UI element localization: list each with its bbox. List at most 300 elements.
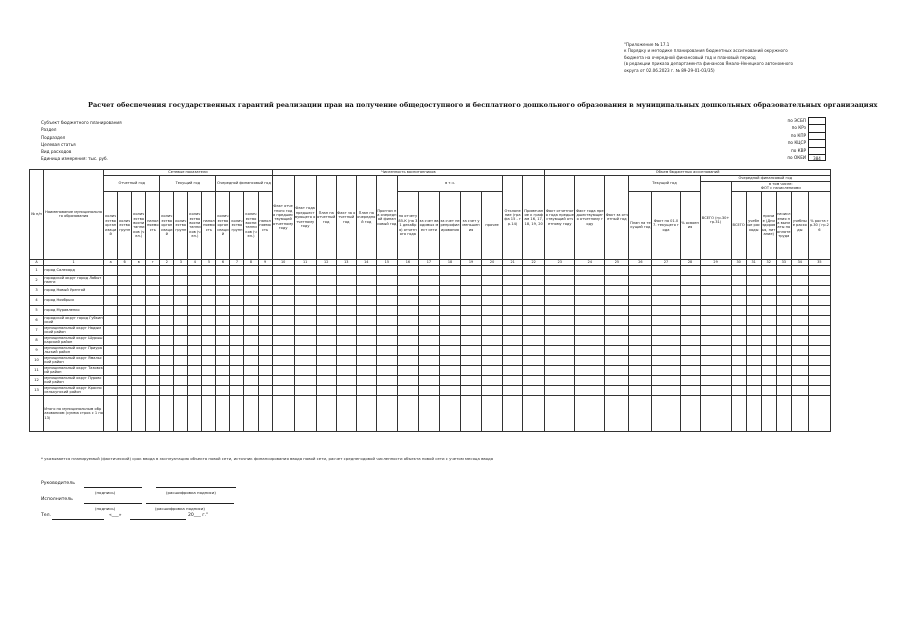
data-cell[interactable]: [629, 295, 652, 305]
data-cell[interactable]: [294, 375, 316, 385]
data-cell[interactable]: [104, 345, 118, 355]
data-cell[interactable]: [132, 385, 146, 395]
data-cell[interactable]: [791, 345, 808, 355]
total-cell[interactable]: [376, 395, 397, 431]
data-cell[interactable]: [439, 305, 460, 315]
data-cell[interactable]: [761, 325, 776, 335]
data-cell[interactable]: [482, 385, 503, 395]
total-cell[interactable]: [104, 395, 118, 431]
data-cell[interactable]: [397, 375, 418, 385]
data-cell[interactable]: [316, 295, 336, 305]
data-cell[interactable]: [680, 325, 700, 335]
data-cell[interactable]: [700, 375, 731, 385]
data-cell[interactable]: [439, 365, 460, 375]
data-cell[interactable]: [575, 295, 605, 305]
data-cell[interactable]: [216, 295, 230, 305]
data-cell[interactable]: [272, 315, 294, 325]
data-cell[interactable]: [418, 315, 439, 325]
data-cell[interactable]: [746, 325, 761, 335]
data-cell[interactable]: [652, 365, 680, 375]
data-cell[interactable]: [439, 385, 460, 395]
data-cell[interactable]: [680, 265, 700, 275]
data-cell[interactable]: [545, 315, 575, 325]
data-cell[interactable]: [461, 385, 482, 395]
data-cell[interactable]: [132, 285, 146, 295]
data-cell[interactable]: [418, 265, 439, 275]
data-cell[interactable]: [503, 335, 523, 345]
data-cell[interactable]: [230, 375, 244, 385]
data-cell[interactable]: [132, 295, 146, 305]
data-cell[interactable]: [188, 335, 202, 345]
data-cell[interactable]: [746, 385, 761, 395]
data-cell[interactable]: [316, 375, 336, 385]
data-cell[interactable]: [746, 265, 761, 275]
data-cell[interactable]: [258, 355, 272, 365]
data-cell[interactable]: [294, 335, 316, 345]
data-cell[interactable]: [160, 325, 174, 335]
data-cell[interactable]: [202, 325, 216, 335]
data-cell[interactable]: [482, 375, 503, 385]
data-cell[interactable]: [575, 345, 605, 355]
data-cell[interactable]: [808, 285, 830, 295]
data-cell[interactable]: [294, 355, 316, 365]
data-cell[interactable]: [629, 375, 652, 385]
data-cell[interactable]: [482, 315, 503, 325]
data-cell[interactable]: [376, 335, 397, 345]
data-cell[interactable]: [272, 355, 294, 365]
data-cell[interactable]: [258, 335, 272, 345]
data-cell[interactable]: [605, 365, 629, 375]
data-cell[interactable]: [216, 355, 230, 365]
data-cell[interactable]: [188, 295, 202, 305]
data-cell[interactable]: [439, 265, 460, 275]
data-cell[interactable]: [356, 335, 376, 345]
tel-line[interactable]: [52, 519, 104, 520]
data-cell[interactable]: [791, 305, 808, 315]
data-cell[interactable]: [761, 345, 776, 355]
data-cell[interactable]: [230, 275, 244, 285]
data-cell[interactable]: [216, 375, 230, 385]
data-cell[interactable]: [482, 365, 503, 375]
data-cell[interactable]: [545, 345, 575, 355]
data-cell[interactable]: [652, 345, 680, 355]
data-cell[interactable]: [244, 275, 258, 285]
data-cell[interactable]: [316, 285, 336, 295]
data-cell[interactable]: [605, 345, 629, 355]
data-cell[interactable]: [776, 385, 791, 395]
data-cell[interactable]: [104, 275, 118, 285]
data-cell[interactable]: [230, 365, 244, 375]
data-cell[interactable]: [160, 375, 174, 385]
data-cell[interactable]: [272, 325, 294, 335]
data-cell[interactable]: [272, 375, 294, 385]
data-cell[interactable]: [160, 335, 174, 345]
total-cell[interactable]: [160, 395, 174, 431]
data-cell[interactable]: [776, 305, 791, 315]
data-cell[interactable]: [418, 325, 439, 335]
data-cell[interactable]: [731, 315, 746, 325]
data-cell[interactable]: [202, 345, 216, 355]
total-cell[interactable]: [761, 395, 776, 431]
data-cell[interactable]: [503, 265, 523, 275]
data-cell[interactable]: [118, 375, 132, 385]
data-cell[interactable]: [336, 275, 356, 285]
data-cell[interactable]: [356, 375, 376, 385]
data-cell[interactable]: [146, 335, 160, 345]
data-cell[interactable]: [791, 285, 808, 295]
data-cell[interactable]: [132, 355, 146, 365]
data-cell[interactable]: [294, 265, 316, 275]
data-cell[interactable]: [258, 295, 272, 305]
data-cell[interactable]: [791, 315, 808, 325]
data-cell[interactable]: [356, 295, 376, 305]
total-cell[interactable]: [503, 395, 523, 431]
data-cell[interactable]: [482, 325, 503, 335]
data-cell[interactable]: [461, 325, 482, 335]
data-cell[interactable]: [439, 335, 460, 345]
data-cell[interactable]: [104, 325, 118, 335]
data-cell[interactable]: [523, 315, 545, 325]
data-cell[interactable]: [202, 365, 216, 375]
data-cell[interactable]: [174, 365, 188, 375]
data-cell[interactable]: [188, 265, 202, 275]
data-cell[interactable]: [746, 365, 761, 375]
data-cell[interactable]: [174, 315, 188, 325]
data-cell[interactable]: [316, 355, 336, 365]
data-cell[interactable]: [418, 365, 439, 375]
data-cell[interactable]: [174, 305, 188, 315]
data-cell[interactable]: [461, 345, 482, 355]
data-cell[interactable]: [503, 275, 523, 285]
data-cell[interactable]: [216, 315, 230, 325]
data-cell[interactable]: [272, 295, 294, 305]
data-cell[interactable]: [104, 335, 118, 345]
data-cell[interactable]: [575, 275, 605, 285]
data-cell[interactable]: [575, 375, 605, 385]
data-cell[interactable]: [272, 305, 294, 315]
data-cell[interactable]: [118, 315, 132, 325]
data-cell[interactable]: [397, 275, 418, 285]
data-cell[interactable]: [418, 335, 439, 345]
data-cell[interactable]: [336, 345, 356, 355]
data-cell[interactable]: [439, 285, 460, 295]
data-cell[interactable]: [731, 285, 746, 295]
data-cell[interactable]: [731, 275, 746, 285]
data-cell[interactable]: [461, 365, 482, 375]
total-cell[interactable]: [244, 395, 258, 431]
data-cell[interactable]: [272, 265, 294, 275]
data-cell[interactable]: [791, 295, 808, 305]
code-box[interactable]: [808, 117, 826, 124]
data-cell[interactable]: [545, 305, 575, 315]
data-cell[interactable]: [397, 295, 418, 305]
total-cell[interactable]: [272, 395, 294, 431]
data-cell[interactable]: [376, 345, 397, 355]
total-cell[interactable]: [397, 395, 418, 431]
data-cell[interactable]: [118, 285, 132, 295]
data-cell[interactable]: [104, 355, 118, 365]
total-cell[interactable]: [294, 395, 316, 431]
data-cell[interactable]: [160, 315, 174, 325]
data-cell[interactable]: [761, 275, 776, 285]
data-cell[interactable]: [188, 385, 202, 395]
data-cell[interactable]: [272, 335, 294, 345]
data-cell[interactable]: [316, 265, 336, 275]
total-cell[interactable]: [202, 395, 216, 431]
data-cell[interactable]: [503, 365, 523, 375]
data-cell[interactable]: [652, 315, 680, 325]
data-cell[interactable]: [118, 295, 132, 305]
data-cell[interactable]: [104, 315, 118, 325]
data-cell[interactable]: [575, 365, 605, 375]
data-cell[interactable]: [761, 285, 776, 295]
total-cell[interactable]: [808, 395, 830, 431]
data-cell[interactable]: [397, 385, 418, 395]
data-cell[interactable]: [244, 375, 258, 385]
data-cell[interactable]: [652, 305, 680, 315]
data-cell[interactable]: [216, 265, 230, 275]
total-cell[interactable]: [776, 395, 791, 431]
data-cell[interactable]: [482, 275, 503, 285]
data-cell[interactable]: [545, 265, 575, 275]
data-cell[interactable]: [188, 375, 202, 385]
data-cell[interactable]: [294, 275, 316, 285]
data-cell[interactable]: [545, 385, 575, 395]
data-cell[interactable]: [680, 285, 700, 295]
data-cell[interactable]: [356, 285, 376, 295]
data-cell[interactable]: [680, 275, 700, 285]
data-cell[interactable]: [160, 295, 174, 305]
data-cell[interactable]: [202, 385, 216, 395]
code-box[interactable]: [808, 132, 826, 139]
data-cell[interactable]: [118, 275, 132, 285]
data-cell[interactable]: [652, 375, 680, 385]
data-cell[interactable]: [202, 285, 216, 295]
data-cell[interactable]: [397, 265, 418, 275]
data-cell[interactable]: [258, 285, 272, 295]
data-cell[interactable]: [294, 315, 316, 325]
code-box[interactable]: [808, 139, 826, 146]
data-cell[interactable]: [397, 335, 418, 345]
total-cell[interactable]: [523, 395, 545, 431]
data-cell[interactable]: [174, 325, 188, 335]
data-cell[interactable]: [376, 275, 397, 285]
data-cell[interactable]: [418, 385, 439, 395]
data-cell[interactable]: [202, 275, 216, 285]
data-cell[interactable]: [104, 265, 118, 275]
data-cell[interactable]: [258, 315, 272, 325]
data-cell[interactable]: [216, 385, 230, 395]
data-cell[interactable]: [230, 305, 244, 315]
data-cell[interactable]: [629, 315, 652, 325]
data-cell[interactable]: [776, 275, 791, 285]
data-cell[interactable]: [439, 275, 460, 285]
data-cell[interactable]: [160, 385, 174, 395]
data-cell[interactable]: [776, 355, 791, 365]
data-cell[interactable]: [731, 355, 746, 365]
data-cell[interactable]: [629, 285, 652, 295]
data-cell[interactable]: [605, 355, 629, 365]
data-cell[interactable]: [503, 295, 523, 305]
data-cell[interactable]: [746, 275, 761, 285]
data-cell[interactable]: [146, 355, 160, 365]
data-cell[interactable]: [336, 365, 356, 375]
data-cell[interactable]: [746, 315, 761, 325]
data-cell[interactable]: [605, 285, 629, 295]
data-cell[interactable]: [188, 355, 202, 365]
data-cell[interactable]: [230, 265, 244, 275]
data-cell[interactable]: [700, 305, 731, 315]
data-cell[interactable]: [118, 335, 132, 345]
data-cell[interactable]: [174, 355, 188, 365]
data-cell[interactable]: [294, 285, 316, 295]
data-cell[interactable]: [356, 265, 376, 275]
data-cell[interactable]: [575, 305, 605, 315]
data-cell[interactable]: [336, 295, 356, 305]
data-cell[interactable]: [545, 365, 575, 375]
data-cell[interactable]: [294, 325, 316, 335]
data-cell[interactable]: [356, 305, 376, 315]
data-cell[interactable]: [731, 385, 746, 395]
data-cell[interactable]: [482, 285, 503, 295]
data-cell[interactable]: [160, 355, 174, 365]
data-cell[interactable]: [461, 375, 482, 385]
total-cell[interactable]: [336, 395, 356, 431]
data-cell[interactable]: [418, 295, 439, 305]
data-cell[interactable]: [680, 305, 700, 315]
data-cell[interactable]: [397, 355, 418, 365]
data-cell[interactable]: [336, 325, 356, 335]
data-cell[interactable]: [482, 345, 503, 355]
data-cell[interactable]: [791, 365, 808, 375]
data-cell[interactable]: [376, 305, 397, 315]
data-cell[interactable]: [461, 275, 482, 285]
data-cell[interactable]: [188, 275, 202, 285]
data-cell[interactable]: [808, 325, 830, 335]
data-cell[interactable]: [605, 295, 629, 305]
data-cell[interactable]: [188, 305, 202, 315]
total-cell[interactable]: [700, 395, 731, 431]
data-cell[interactable]: [503, 325, 523, 335]
data-cell[interactable]: [731, 295, 746, 305]
total-cell[interactable]: [258, 395, 272, 431]
data-cell[interactable]: [258, 375, 272, 385]
data-cell[interactable]: [746, 345, 761, 355]
data-cell[interactable]: [731, 335, 746, 345]
data-cell[interactable]: [216, 285, 230, 295]
code-box[interactable]: [808, 124, 826, 131]
total-cell[interactable]: [731, 395, 746, 431]
data-cell[interactable]: [160, 275, 174, 285]
data-cell[interactable]: [146, 285, 160, 295]
data-cell[interactable]: [160, 365, 174, 375]
total-cell[interactable]: [146, 395, 160, 431]
total-cell[interactable]: [545, 395, 575, 431]
data-cell[interactable]: [461, 305, 482, 315]
data-cell[interactable]: [356, 275, 376, 285]
data-cell[interactable]: [680, 315, 700, 325]
data-cell[interactable]: [439, 295, 460, 305]
data-cell[interactable]: [146, 325, 160, 335]
data-cell[interactable]: [523, 335, 545, 345]
data-cell[interactable]: [545, 325, 575, 335]
data-cell[interactable]: [104, 375, 118, 385]
data-cell[interactable]: [244, 335, 258, 345]
data-cell[interactable]: [216, 325, 230, 335]
data-cell[interactable]: [791, 265, 808, 275]
data-cell[interactable]: [700, 355, 731, 365]
data-cell[interactable]: [336, 355, 356, 365]
data-cell[interactable]: [680, 365, 700, 375]
data-cell[interactable]: [700, 325, 731, 335]
data-cell[interactable]: [376, 325, 397, 335]
exec-sign-line[interactable]: [84, 503, 142, 504]
data-cell[interactable]: [230, 335, 244, 345]
code-box[interactable]: [808, 147, 826, 154]
data-cell[interactable]: [132, 345, 146, 355]
total-cell[interactable]: [746, 395, 761, 431]
data-cell[interactable]: [523, 305, 545, 315]
data-cell[interactable]: [808, 295, 830, 305]
data-cell[interactable]: [294, 295, 316, 305]
data-cell[interactable]: [461, 265, 482, 275]
data-cell[interactable]: [258, 265, 272, 275]
data-cell[interactable]: [272, 285, 294, 295]
data-cell[interactable]: [776, 345, 791, 355]
data-cell[interactable]: [700, 285, 731, 295]
data-cell[interactable]: [523, 285, 545, 295]
data-cell[interactable]: [629, 305, 652, 315]
data-cell[interactable]: [230, 295, 244, 305]
data-cell[interactable]: [216, 275, 230, 285]
data-cell[interactable]: [316, 275, 336, 285]
data-cell[interactable]: [523, 375, 545, 385]
data-cell[interactable]: [808, 305, 830, 315]
data-cell[interactable]: [731, 365, 746, 375]
data-cell[interactable]: [461, 355, 482, 365]
data-cell[interactable]: [523, 275, 545, 285]
data-cell[interactable]: [575, 315, 605, 325]
data-cell[interactable]: [605, 315, 629, 325]
data-cell[interactable]: [376, 295, 397, 305]
data-cell[interactable]: [746, 295, 761, 305]
data-cell[interactable]: [397, 285, 418, 295]
data-cell[interactable]: [731, 375, 746, 385]
data-cell[interactable]: [808, 355, 830, 365]
data-cell[interactable]: [461, 295, 482, 305]
data-cell[interactable]: [761, 365, 776, 375]
data-cell[interactable]: [258, 275, 272, 285]
data-cell[interactable]: [202, 375, 216, 385]
data-cell[interactable]: [118, 305, 132, 315]
data-cell[interactable]: [652, 385, 680, 395]
data-cell[interactable]: [503, 385, 523, 395]
data-cell[interactable]: [132, 275, 146, 285]
data-cell[interactable]: [216, 305, 230, 315]
data-cell[interactable]: [808, 275, 830, 285]
data-cell[interactable]: [397, 345, 418, 355]
data-cell[interactable]: [418, 285, 439, 295]
data-cell[interactable]: [575, 265, 605, 275]
data-cell[interactable]: [272, 365, 294, 375]
data-cell[interactable]: [316, 385, 336, 395]
data-cell[interactable]: [761, 355, 776, 365]
data-cell[interactable]: [652, 295, 680, 305]
data-cell[interactable]: [258, 365, 272, 375]
data-cell[interactable]: [731, 325, 746, 335]
data-cell[interactable]: [761, 375, 776, 385]
data-cell[interactable]: [244, 285, 258, 295]
